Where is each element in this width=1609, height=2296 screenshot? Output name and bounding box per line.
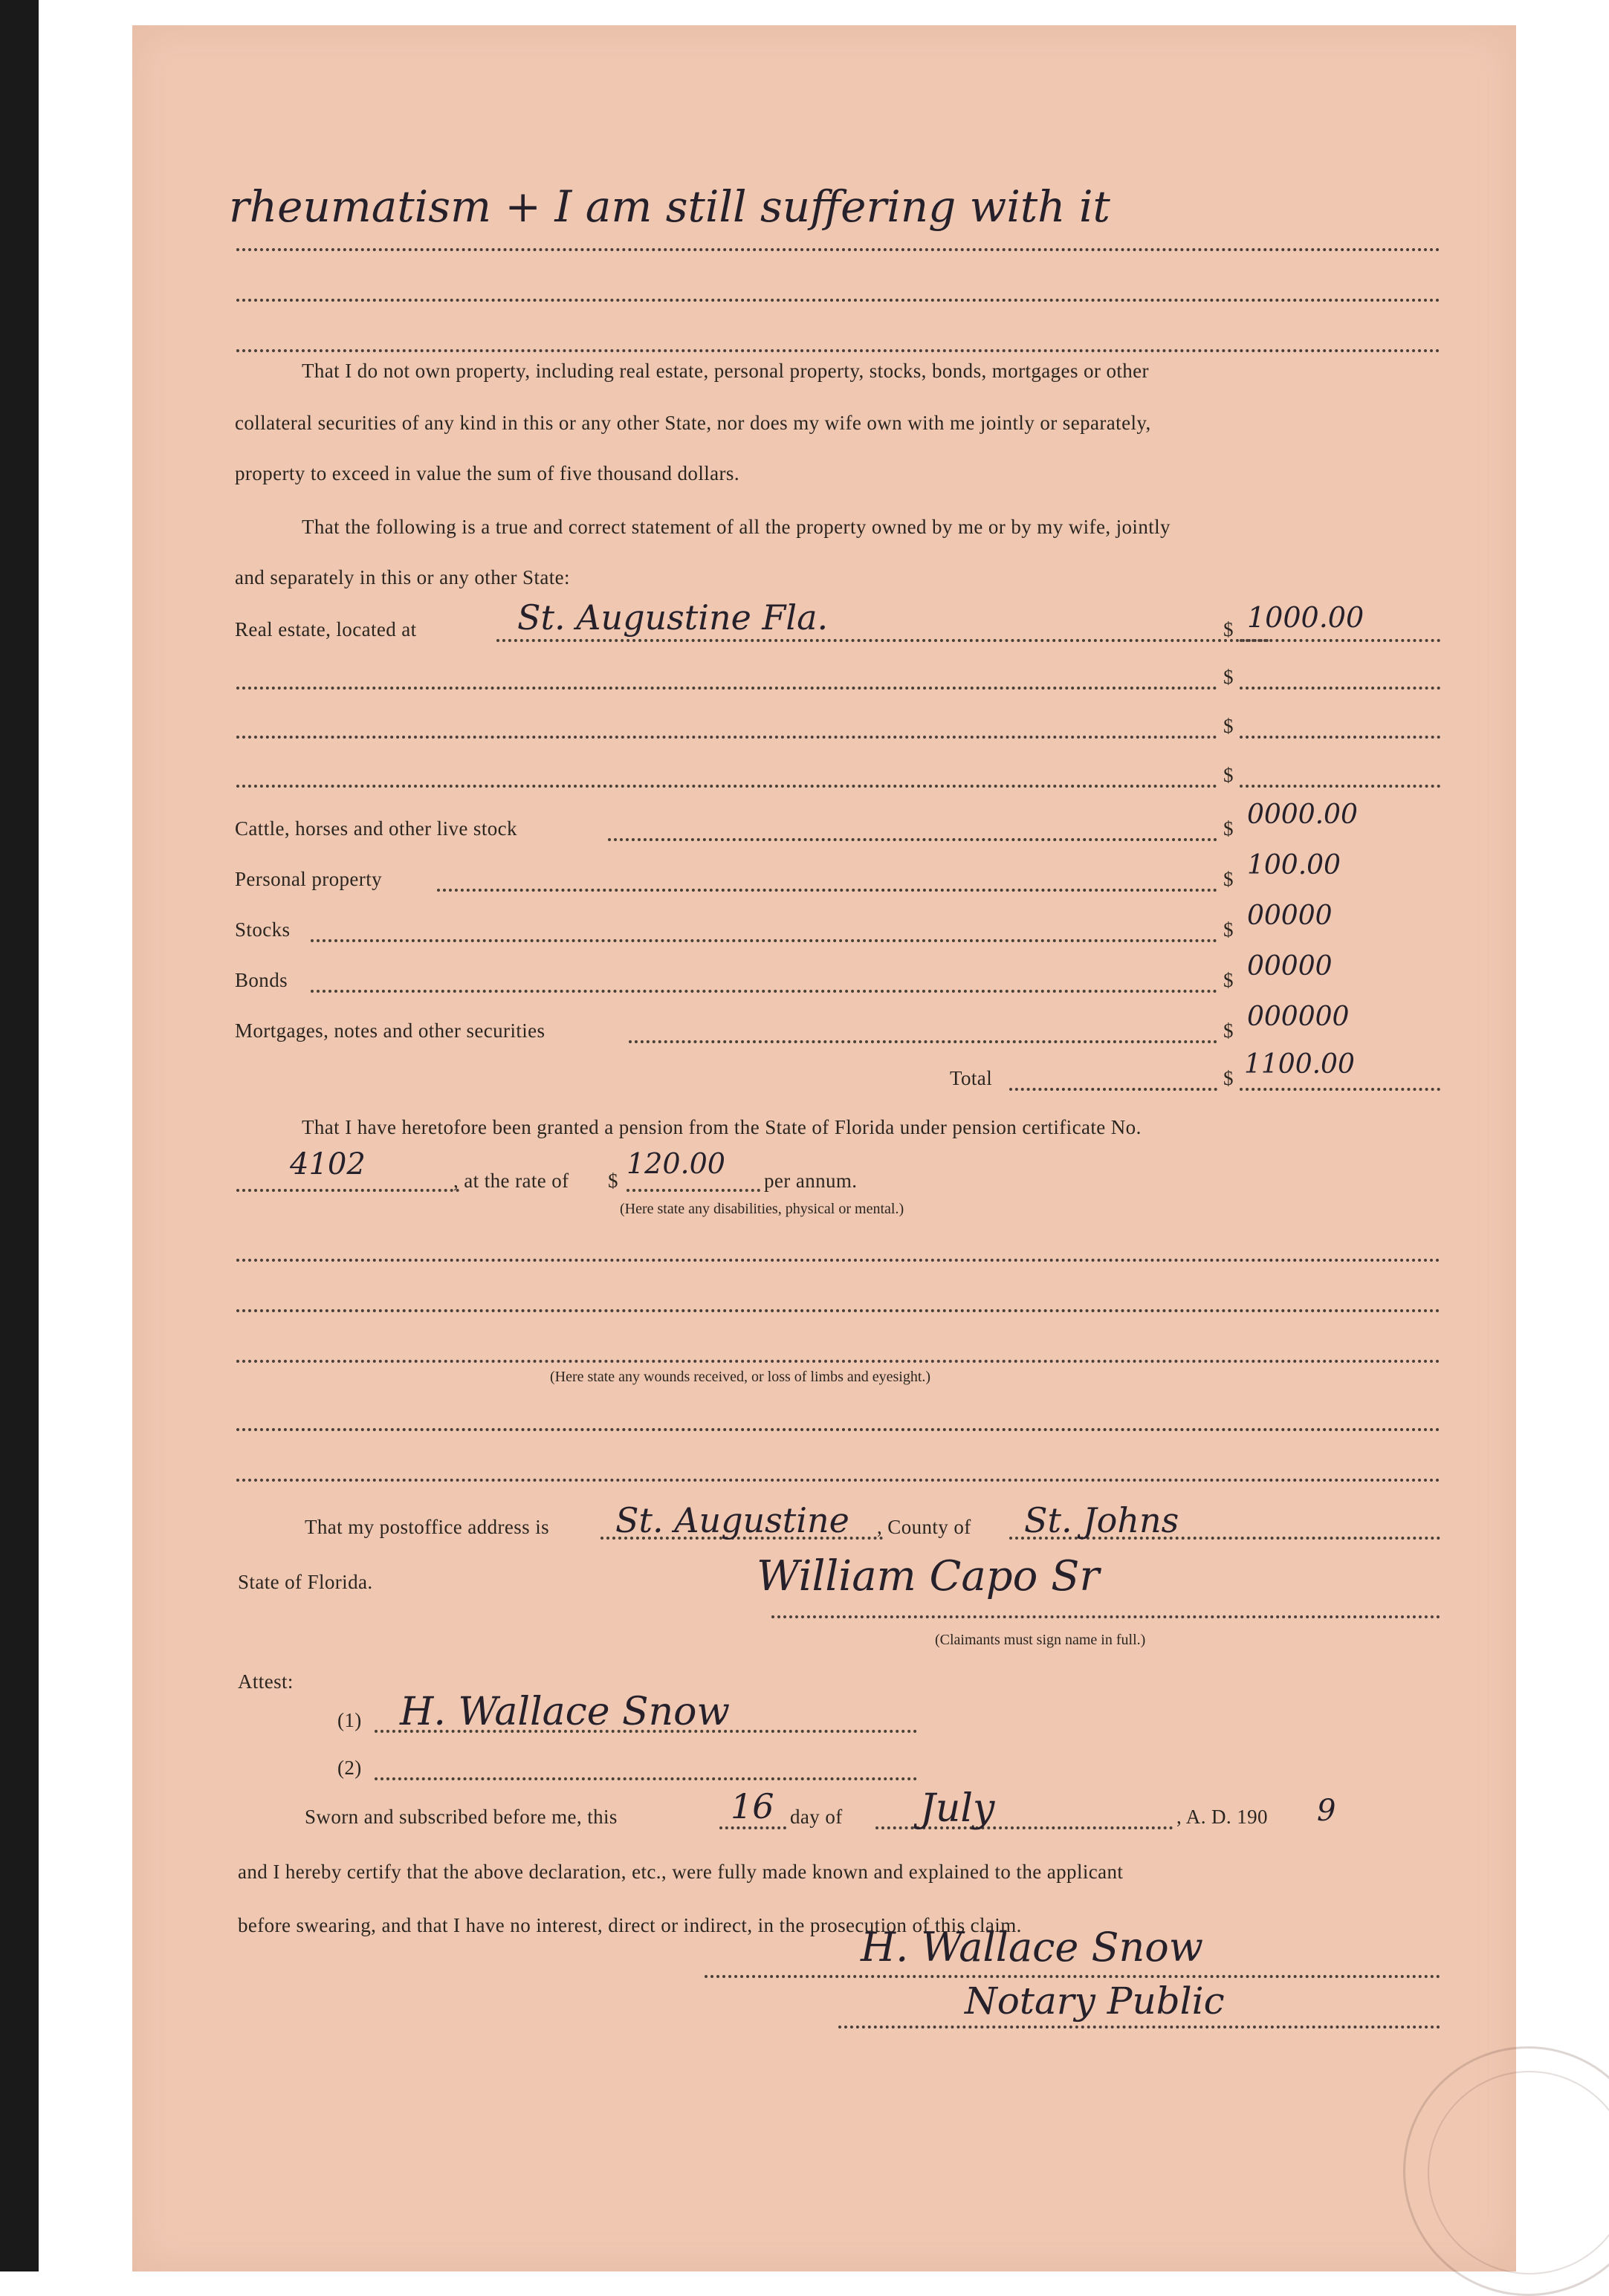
row-dots: [629, 1040, 1217, 1043]
total-label: Total: [950, 1067, 993, 1089]
notary-title: Notary Public: [965, 1979, 1225, 2023]
property-row-dollar: $: [1223, 715, 1234, 737]
handwritten-rheumatism-line: rheumatism + I am still suffering with it: [229, 181, 1110, 232]
total-dots: [1009, 1088, 1217, 1091]
county-label: , County of: [877, 1516, 971, 1538]
property-row-hand: St. Augustine Fla.: [517, 597, 829, 638]
notary-title-line: [838, 2026, 1440, 2029]
disability-line-1: [236, 1259, 1440, 1262]
sworn-day-dots: [719, 1826, 786, 1829]
certificate-number: 4102: [290, 1147, 366, 1181]
pension-line: That I have heretofore been granted a pension from the State of Florida under pension certificate No.: [302, 1116, 1142, 1138]
scan-right-margin: [1516, 0, 1609, 2271]
row-dots-right: [1240, 639, 1440, 642]
claimant-signature-line: [771, 1615, 1440, 1618]
property-row-value: 1000.00: [1247, 601, 1364, 634]
property-row-value: 000000: [1247, 1002, 1350, 1032]
claimant-note: (Claimants must sign name in full.): [935, 1632, 1146, 1648]
property-row-value: 00000: [1247, 951, 1333, 982]
property-row-label: Real estate, located at: [235, 618, 417, 641]
property-row-label: Stocks: [235, 918, 291, 941]
pension-claim-page: [132, 25, 1516, 2271]
property-paragraph-line-2: collateral securities of any kind in this or any other State, nor does my wife own with me jointly or separately,: [235, 412, 1151, 434]
sworn-line-2: and I hereby certify that the above declaration, etc., were fully made known and explained to the applicant: [238, 1861, 1124, 1883]
notary-signature: H. Wallace Snow: [861, 1924, 1204, 1971]
certificate-dots: [236, 1189, 459, 1192]
property-row-dollar: $: [1223, 618, 1234, 641]
row-dots: [311, 939, 1217, 942]
disabilities-note: (Here state any disabilities, physical or mental.): [620, 1201, 904, 1217]
top-dotted-line-2: [236, 299, 1440, 302]
sworn-prefix: Sworn and subscribed before me, this: [305, 1806, 618, 1828]
row-dots-right: [1240, 736, 1440, 739]
rate-value: 120.00: [627, 1147, 725, 1180]
witness-1-signature: H. Wallace Snow: [400, 1690, 730, 1734]
property-row-label: Personal property: [235, 868, 383, 890]
sworn-year-digit: 9: [1317, 1794, 1336, 1828]
property-row-value: 100.00: [1247, 850, 1341, 881]
row-dots: [236, 687, 1217, 690]
row-dots: [236, 736, 1217, 739]
property-row-value: 00000: [1247, 901, 1333, 931]
wounds-note: (Here state any wounds received, or loss of limbs and eyesight.): [550, 1369, 931, 1385]
sworn-day-label: day of: [790, 1806, 843, 1828]
wounds-line-1: [236, 1428, 1440, 1431]
postoffice-label: That my postoffice address is: [305, 1516, 550, 1538]
rate-label: , at the rate of: [453, 1170, 569, 1192]
sworn-month: July: [920, 1786, 995, 1831]
top-dotted-line-1: [236, 248, 1440, 251]
claimant-signature: William Capo Sr: [757, 1552, 1100, 1601]
property-row-dollar: $: [1223, 1019, 1234, 1042]
witness-2-label: (2): [337, 1757, 362, 1779]
row-dots: [496, 639, 1269, 642]
row-dots: [608, 838, 1217, 841]
row-dots-right: [1240, 687, 1440, 690]
attest-label: Attest:: [238, 1670, 294, 1693]
wounds-line-2: [236, 1479, 1440, 1482]
disability-line-3: [236, 1360, 1440, 1363]
property-row-dollar: $: [1223, 817, 1234, 840]
sworn-line-3: before swearing, and that I have no interest, direct or indirect, in the prosecution of this claim.: [238, 1914, 1022, 1936]
witness-2-line: [375, 1777, 917, 1780]
sworn-day: 16: [731, 1786, 774, 1826]
property-row-dollar: $: [1223, 868, 1234, 890]
county-name: St. Johns: [1024, 1500, 1179, 1540]
row-dots: [311, 990, 1217, 993]
property-row-value: 0000.00: [1247, 800, 1358, 830]
property-paragraph-line-3: property to exceed in value the sum of five thousand dollars.: [235, 462, 739, 484]
total-value: 1100.00: [1244, 1049, 1355, 1080]
statement-paragraph-line-1: That the following is a true and correct statement of all the property owned by me or by my wife, jointly: [302, 516, 1171, 538]
witness-1-label: (1): [337, 1709, 362, 1731]
row-dots: [437, 889, 1217, 892]
row-dots: [236, 785, 1217, 788]
property-row-dollar: $: [1223, 918, 1234, 941]
property-row-label: Mortgages, notes and other securities: [235, 1019, 545, 1042]
state-label: State of Florida.: [238, 1571, 373, 1593]
notary-seal-inner-ring: [1428, 2071, 1609, 2274]
sworn-ad-label: , A. D. 190: [1176, 1806, 1268, 1828]
notary-signature-line: [705, 1975, 1440, 1978]
property-row-label: Cattle, horses and other live stock: [235, 817, 517, 840]
total-dollar: $: [1223, 1067, 1234, 1089]
postoffice-address: St. Augustine: [615, 1500, 849, 1540]
property-row-dollar: $: [1223, 764, 1234, 786]
per-annum: per annum.: [764, 1170, 858, 1192]
property-paragraph-line-1: That I do not own property, including real estate, personal property, stocks, bonds, mortgages or other: [302, 360, 1149, 382]
rate-dollar: $: [608, 1170, 618, 1192]
total-dots-right: [1240, 1088, 1440, 1091]
property-row-dollar: $: [1223, 666, 1234, 688]
rate-dots: [627, 1189, 760, 1192]
property-row-dollar: $: [1223, 969, 1234, 991]
row-dots-right: [1240, 785, 1440, 788]
scan-left-edge: [0, 0, 39, 2271]
top-dotted-line-3: [236, 349, 1440, 352]
property-row-label: Bonds: [235, 969, 288, 991]
statement-paragraph-line-2: and separately in this or any other State:: [235, 566, 570, 588]
notary-seal: [1403, 2046, 1609, 2296]
disability-line-2: [236, 1309, 1440, 1312]
